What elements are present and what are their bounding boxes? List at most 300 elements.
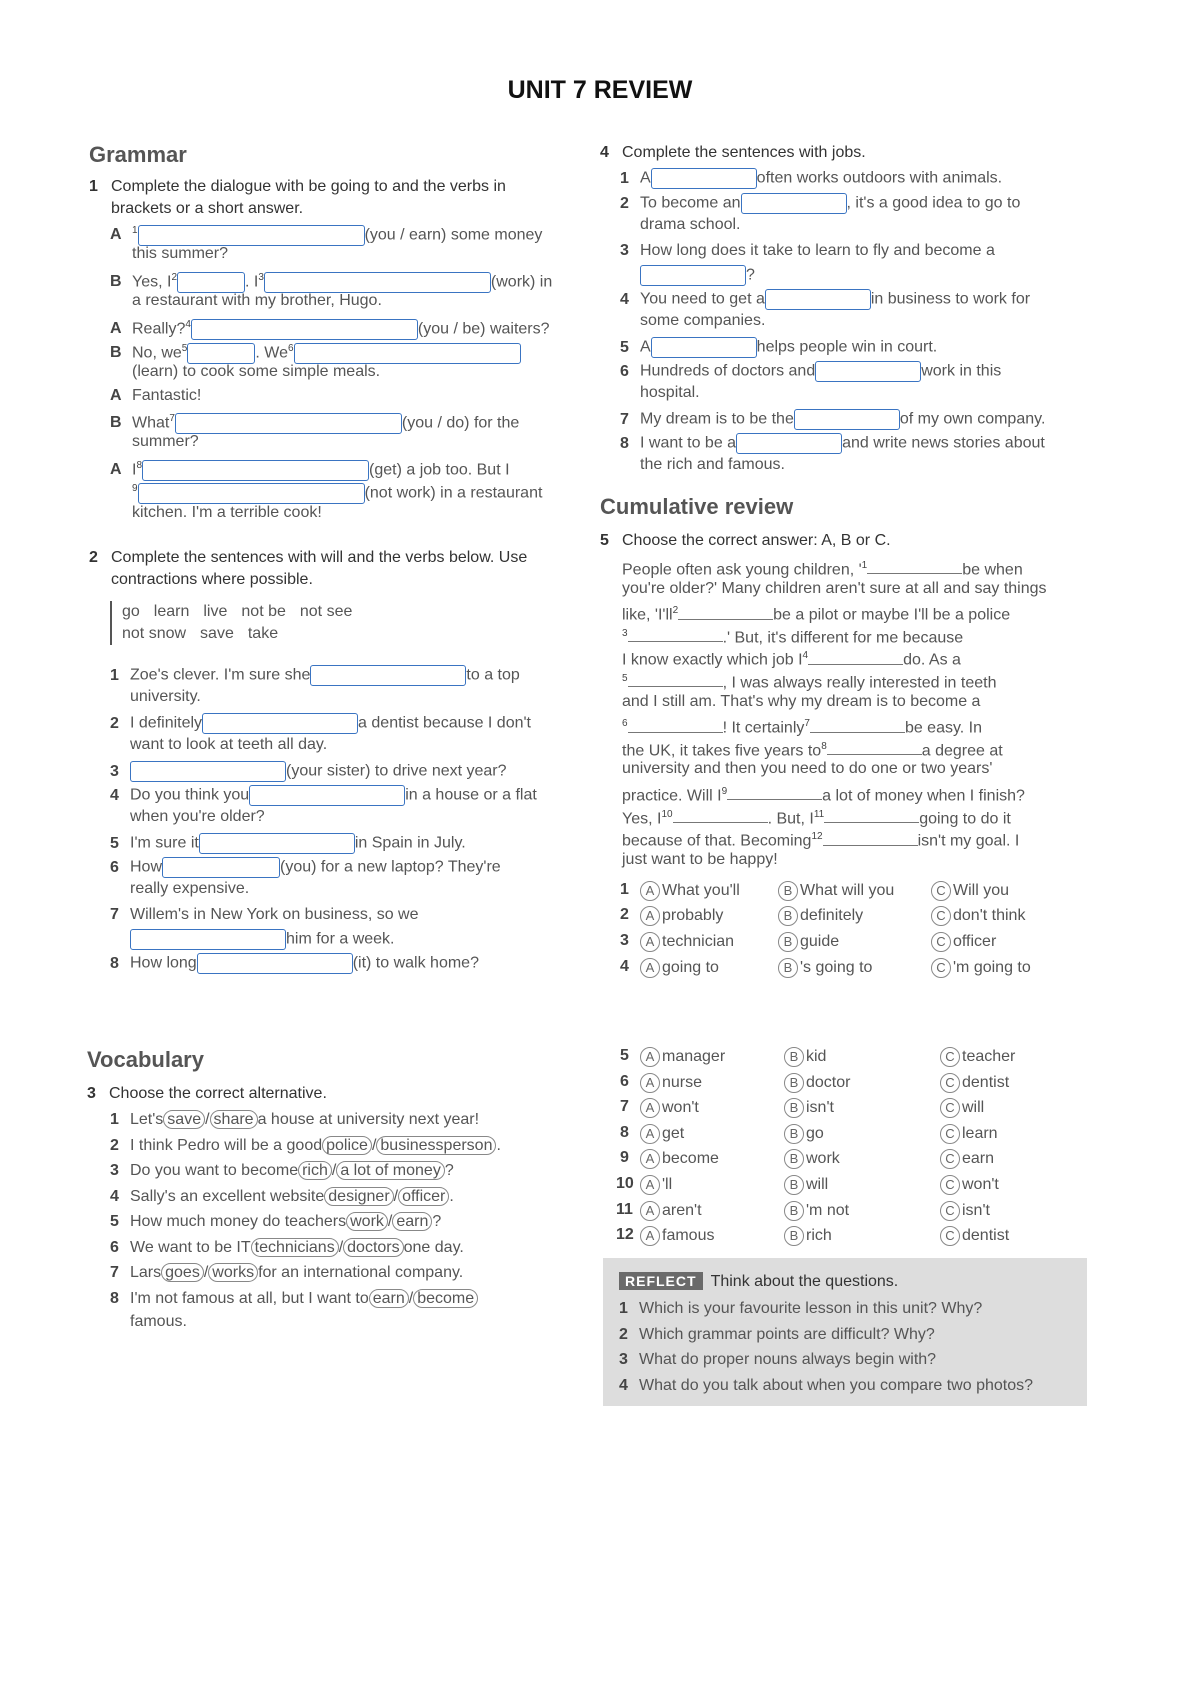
- task4-gap-1[interactable]: [651, 168, 757, 189]
- passage-gap-7[interactable]: [810, 718, 905, 733]
- alternative-b[interactable]: works: [208, 1263, 258, 1282]
- item-text: really expensive.: [130, 880, 250, 897]
- item-text: him for a week.: [286, 930, 395, 948]
- speaker-label: A: [110, 226, 122, 244]
- option-letter: B: [778, 906, 798, 926]
- answer-option-c[interactable]: [940, 1098, 984, 1118]
- item-number: 1: [620, 169, 629, 187]
- passage-gap-3[interactable]: [628, 627, 723, 642]
- passage-gap-5[interactable]: [628, 672, 723, 687]
- answer-option-c[interactable]: [940, 1124, 998, 1144]
- item-number: 7: [110, 906, 119, 923]
- word-bank-item: not snow: [122, 625, 187, 642]
- dialogue-line: [110, 479, 542, 504]
- item-text: You need to get a: [640, 290, 765, 308]
- answer-option-a[interactable]: [640, 1175, 672, 1195]
- dialogue-gap-9[interactable]: [138, 483, 365, 504]
- item-text: Lars: [130, 1264, 162, 1281]
- task2-item-cont: [130, 807, 265, 827]
- answer-number: 11: [616, 1201, 633, 1218]
- task4-gap-2[interactable]: [741, 193, 847, 214]
- task2-item: [110, 833, 466, 854]
- option-text: won't: [962, 1176, 999, 1193]
- task4-item: [620, 193, 1020, 214]
- separator: /: [393, 1188, 399, 1205]
- alternative-a[interactable]: police: [322, 1136, 372, 1155]
- task3-item: [110, 1187, 454, 1207]
- task4-gap-5[interactable]: [651, 337, 757, 358]
- task2-item-cont: [130, 687, 201, 707]
- option-letter: B: [784, 1175, 804, 1195]
- task3-item: [110, 1161, 454, 1181]
- task4-instruction: [600, 142, 1080, 164]
- passage-text: you're older?' Many children aren't sure at all and say things: [622, 579, 1047, 597]
- reflect-item: [619, 1376, 1033, 1396]
- answer-option-c[interactable]: [940, 1226, 1009, 1246]
- dialogue-line: [110, 409, 519, 434]
- passage-text: just want to be happy!: [622, 850, 778, 868]
- item-text: to a top: [466, 666, 520, 684]
- option-text: famous: [662, 1227, 715, 1244]
- gap-number: 6: [287, 343, 294, 354]
- answer-option-a[interactable]: [640, 906, 723, 926]
- task3-item: [110, 1110, 479, 1130]
- task3-instruction: [87, 1083, 567, 1105]
- alternative-b[interactable]: earn: [392, 1212, 432, 1231]
- task2-gap-8[interactable]: [197, 953, 353, 974]
- option-letter: C: [931, 958, 951, 978]
- option-text: aren't: [662, 1202, 702, 1219]
- passage-gap-11[interactable]: [824, 808, 919, 823]
- item-number: 3: [620, 242, 629, 259]
- answer-number: 6: [620, 1073, 629, 1090]
- option-letter: A: [640, 958, 660, 978]
- dialogue-line: [110, 291, 382, 311]
- passage-line: [622, 624, 963, 648]
- dialogue-gap-1[interactable]: [138, 225, 365, 246]
- option-letter: B: [784, 1047, 804, 1067]
- item-text: I'm sure it: [130, 834, 199, 852]
- dialogue-gap-5[interactable]: [187, 343, 255, 364]
- item-number: 7: [620, 410, 629, 428]
- task2-gap-5[interactable]: [199, 833, 355, 854]
- passage-gap-4[interactable]: [808, 650, 903, 665]
- passage-gap-8[interactable]: [827, 740, 922, 755]
- item-text: a dentist because I don't: [358, 714, 531, 732]
- answer-option-a[interactable]: [640, 958, 719, 978]
- answer-option-b[interactable]: [784, 1073, 850, 1093]
- option-text: technician: [662, 933, 735, 950]
- alternative-a[interactable]: rich: [298, 1161, 332, 1180]
- answer-option-b[interactable]: [778, 958, 872, 978]
- task3-item: [110, 1289, 478, 1309]
- option-letter: C: [940, 1149, 960, 1169]
- alternative-b[interactable]: officer: [398, 1187, 449, 1206]
- dialogue-text: What: [132, 414, 170, 432]
- answer-option-c[interactable]: [931, 881, 1009, 901]
- speaker-label: A: [110, 387, 122, 404]
- answer-option-c[interactable]: [931, 906, 1025, 926]
- item-number: 1: [110, 1111, 119, 1128]
- reflect-number: 2: [619, 1325, 628, 1343]
- answer-number: 7: [620, 1098, 629, 1115]
- item-text: a house at university next year!: [257, 1111, 480, 1128]
- dialogue-gap-7[interactable]: [175, 413, 402, 434]
- task5-number: 5: [600, 532, 609, 549]
- task2-gap-4[interactable]: [249, 785, 405, 806]
- passage-line: [622, 601, 1010, 625]
- option-letter: A: [640, 1201, 660, 1221]
- reflect-number: 3: [619, 1351, 628, 1368]
- item-text: the rich and famous.: [640, 456, 785, 473]
- task2-text: Complete the sentences with will and the verbs below. Use contractions where possible.: [111, 549, 528, 588]
- answer-number: 4: [620, 958, 629, 975]
- item-text: ?: [444, 1162, 454, 1179]
- item-text: We want to be IT: [130, 1239, 251, 1256]
- word-bank-item: go: [122, 603, 140, 620]
- reflect-question: What do proper nouns always begin with?: [639, 1351, 937, 1368]
- vocabulary-heading: Vocabulary: [87, 1047, 204, 1072]
- option-letter: A: [640, 906, 660, 926]
- option-text: 's going to: [800, 959, 873, 976]
- passage-text: , I was always really interested in teeth: [722, 674, 997, 692]
- answer-option-c[interactable]: [940, 1149, 994, 1169]
- option-text: learn: [962, 1125, 998, 1142]
- option-text: teacher: [962, 1048, 1016, 1065]
- gap-number: 4: [802, 650, 809, 662]
- answer-option-a[interactable]: [640, 1149, 719, 1169]
- passage-line: [622, 805, 1011, 829]
- dialogue-gap-8[interactable]: [142, 460, 369, 481]
- task1-number: 1: [89, 178, 98, 195]
- alternative-a[interactable]: save: [163, 1110, 205, 1129]
- answer-option-b[interactable]: [784, 1201, 849, 1221]
- passage-text: .' But, it's different for me because: [722, 629, 964, 647]
- option-letter: C: [940, 1047, 960, 1067]
- option-letter: C: [931, 906, 951, 926]
- task4-gap-3[interactable]: [640, 265, 746, 286]
- separator: /: [203, 1264, 209, 1281]
- option-text: don't think: [953, 907, 1026, 924]
- task4-gap-7[interactable]: [794, 409, 900, 430]
- passage-text: like, 'I'll: [622, 606, 673, 624]
- passage-text: a lot of money when I finish?: [822, 787, 1025, 805]
- item-text: helps people win in court.: [756, 338, 938, 356]
- task2-gap-3[interactable]: [130, 761, 286, 782]
- answer-option-b[interactable]: [784, 1124, 824, 1144]
- dialogue-gap-3[interactable]: [264, 272, 491, 293]
- speaker-label: B: [110, 273, 122, 291]
- reflect-question: Which grammar points are difficult? Why?: [639, 1325, 935, 1343]
- task2-item: [110, 905, 419, 925]
- passage-text: because of that. Becoming: [622, 832, 812, 850]
- gap-number: 9: [721, 786, 728, 797]
- gap-number: 8: [821, 740, 827, 752]
- option-text: dentist: [962, 1074, 1010, 1091]
- passage-gap-12[interactable]: [823, 831, 918, 846]
- option-text: get: [662, 1125, 685, 1142]
- option-letter: C: [940, 1226, 960, 1246]
- passage-text: be a pilot or maybe I'll be a police: [773, 606, 1011, 624]
- separator: /: [387, 1213, 393, 1230]
- alternative-b[interactable]: a lot of money: [336, 1161, 445, 1180]
- passage-gap-10[interactable]: [673, 808, 768, 823]
- option-letter: C: [931, 881, 951, 901]
- item-text: (you) for a new laptop? They're: [280, 858, 501, 876]
- item-number: 5: [620, 338, 629, 356]
- dialogue-text: No, we: [132, 344, 182, 362]
- item-text: (your sister) to drive next year?: [286, 762, 507, 780]
- answer-option-c[interactable]: [940, 1073, 1009, 1093]
- reflect-header: [619, 1272, 898, 1291]
- answer-option-c[interactable]: [931, 958, 1031, 978]
- task5-text: Choose the correct answer: A, B or C.: [622, 532, 891, 549]
- item-number: 4: [110, 786, 119, 804]
- item-text: I definitely: [130, 714, 203, 732]
- dialogue-line: [110, 315, 550, 340]
- option-letter: A: [640, 1124, 660, 1144]
- item-text: Sally's an excellent website: [130, 1188, 325, 1205]
- alternative-a[interactable]: goes: [161, 1263, 204, 1282]
- item-text: in business to work for: [870, 290, 1031, 308]
- alternative-b[interactable]: become: [413, 1289, 478, 1308]
- dialogue-text: summer?: [132, 433, 199, 450]
- task4-item-cont: [640, 383, 700, 403]
- option-text: kid: [806, 1048, 827, 1065]
- option-letter: B: [784, 1098, 804, 1118]
- dialogue-gap-6[interactable]: [294, 343, 521, 364]
- task4-item-cont: [640, 215, 741, 235]
- task2-gap-1[interactable]: [310, 665, 466, 686]
- speaker-label: A: [110, 320, 122, 338]
- answer-option-a[interactable]: [640, 1124, 684, 1144]
- reflect-number: 1: [619, 1300, 628, 1317]
- answer-option-c[interactable]: [940, 1175, 999, 1195]
- answer-option-a[interactable]: [640, 1098, 699, 1118]
- option-text: officer: [953, 933, 997, 950]
- answer-option-a[interactable]: [640, 1047, 725, 1067]
- dialogue-gap-2[interactable]: [177, 272, 245, 293]
- item-text: Zoe's clever. I'm sure she: [130, 666, 311, 684]
- item-text: work in this: [921, 362, 1002, 380]
- reflect-number: 4: [619, 1376, 628, 1394]
- task3-item: [110, 1212, 441, 1232]
- option-text: manager: [662, 1048, 726, 1065]
- passage-line: [622, 759, 992, 779]
- dialogue-text: (learn) to cook some simple meals.: [132, 363, 381, 380]
- gap-number: 11: [813, 808, 825, 820]
- page-title: UNIT 7 REVIEW: [507, 76, 693, 104]
- task1-instruction: [89, 176, 569, 220]
- item-text: often works outdoors with animals.: [756, 169, 1003, 187]
- task2-item: [110, 761, 507, 782]
- answer-option-b[interactable]: [778, 881, 894, 901]
- answer-number: 9: [620, 1149, 629, 1166]
- option-text: isn't: [806, 1099, 834, 1116]
- task4-item-cont: [640, 455, 785, 475]
- dialogue-gap-4[interactable]: [191, 319, 418, 340]
- alternative-a[interactable]: technicians: [251, 1238, 339, 1257]
- item-text: Willem's in New York on business, so we: [130, 906, 419, 923]
- answer-option-c[interactable]: [940, 1047, 1015, 1067]
- task3-number: 3: [87, 1085, 96, 1102]
- passage-gap-1[interactable]: [867, 559, 962, 574]
- task4-gap-8[interactable]: [736, 433, 842, 454]
- answer-number: 10: [616, 1175, 634, 1192]
- passage-line: [622, 579, 1047, 599]
- item-text: of my own company.: [899, 410, 1046, 428]
- option-letter: B: [784, 1226, 804, 1246]
- option-text: will: [806, 1176, 829, 1193]
- item-text: Do you want to become: [130, 1162, 299, 1179]
- option-text: going to: [662, 959, 719, 976]
- passage-text: be when: [962, 561, 1023, 579]
- gap-number: 2: [672, 605, 679, 617]
- option-letter: B: [784, 1149, 804, 1169]
- alternative-b[interactable]: doctors: [343, 1238, 403, 1257]
- passage-line: [622, 737, 1003, 761]
- passage-text: Yes, I: [622, 809, 662, 827]
- answer-option-b[interactable]: [784, 1226, 832, 1246]
- item-text: How much money do teachers: [130, 1213, 347, 1230]
- option-text: 'm not: [806, 1202, 850, 1219]
- option-letter: B: [784, 1201, 804, 1221]
- answer-option-c[interactable]: [931, 932, 996, 952]
- item-number: 2: [620, 194, 629, 212]
- cumulative-heading: Cumulative review: [600, 494, 794, 519]
- passage-gap-6[interactable]: [628, 718, 723, 733]
- option-letter: B: [778, 958, 798, 978]
- dialogue-text: this summer?: [132, 245, 229, 262]
- gap-number: 3: [258, 272, 264, 283]
- separator: /: [338, 1239, 344, 1256]
- option-text: isn't: [962, 1202, 990, 1219]
- passage-gap-9[interactable]: [727, 785, 822, 800]
- answer-option-a[interactable]: [640, 1073, 702, 1093]
- option-text: definitely: [800, 907, 864, 924]
- alternative-b[interactable]: businessperson: [376, 1136, 496, 1155]
- word-bank-item: not be: [241, 603, 286, 620]
- answer-option-a[interactable]: [640, 932, 734, 952]
- task2-item: [110, 713, 531, 734]
- task2-gap-2[interactable]: [202, 713, 358, 734]
- task2-gap-6[interactable]: [162, 857, 280, 878]
- dialogue-text: a restaurant with my brother, Hugo.: [132, 292, 382, 309]
- option-letter: C: [940, 1073, 960, 1093]
- answer-option-a[interactable]: [640, 1201, 702, 1221]
- reflect-item: [619, 1299, 982, 1319]
- task2-item: [110, 857, 501, 878]
- task4-gap-4[interactable]: [765, 289, 871, 310]
- gap-number: 9: [132, 483, 138, 494]
- gap-number: 6: [622, 718, 628, 730]
- task2-number: 2: [89, 549, 98, 566]
- task2-gap-7[interactable]: [130, 929, 286, 950]
- task4-gap-6[interactable]: [815, 361, 921, 382]
- task3-item: [110, 1136, 501, 1156]
- item-number: 8: [110, 954, 119, 972]
- reflect-badge: REFLECT: [619, 1272, 703, 1290]
- answer-number: 3: [620, 932, 629, 949]
- item-text: How: [130, 858, 163, 876]
- dialogue-line: [110, 362, 380, 382]
- answer-option-b[interactable]: [778, 906, 863, 926]
- dialogue-text: Yes, I: [132, 273, 172, 291]
- item-text: and write news stories about: [842, 434, 1045, 452]
- item-text: Let's: [130, 1111, 164, 1128]
- dialogue-text: Fantastic!: [132, 387, 202, 404]
- gap-number: 7: [169, 413, 175, 424]
- dialogue-text: . I: [245, 273, 259, 291]
- task4-item-cont: [640, 265, 755, 286]
- answer-option-c[interactable]: [940, 1201, 990, 1221]
- reflect-instruction: Think about the questions.: [710, 1273, 899, 1290]
- item-text: ?: [746, 266, 755, 284]
- dialogue-text: (you / be) waiters?: [417, 320, 550, 338]
- item-text: ?: [432, 1213, 442, 1230]
- alternative-a[interactable]: work: [346, 1212, 388, 1231]
- item-number: 4: [110, 1188, 119, 1205]
- item-text: .: [449, 1188, 454, 1205]
- gap-number: 1: [861, 560, 868, 571]
- item-number: 6: [110, 1239, 119, 1256]
- gap-number: 1: [132, 225, 138, 236]
- task2-item: [110, 665, 520, 686]
- task2-item: [110, 953, 479, 974]
- passage-line: [622, 646, 961, 670]
- passage-text: . But, I: [767, 809, 814, 827]
- passage-text: a degree at: [921, 742, 1003, 760]
- task4-text: Complete the sentences with jobs.: [622, 144, 866, 161]
- passage-gap-2[interactable]: [678, 605, 773, 620]
- alternative-b[interactable]: share: [210, 1110, 258, 1129]
- task2-item-cont: [130, 879, 249, 899]
- word-bank-item: learn: [153, 603, 190, 620]
- task4-item: [620, 289, 1030, 310]
- item-number: 7: [110, 1264, 119, 1281]
- item-text: in a house or a flat: [405, 786, 537, 804]
- task4-item: [620, 168, 1002, 189]
- answer-option-a[interactable]: [640, 881, 740, 901]
- item-text: university.: [130, 688, 201, 705]
- option-text: go: [806, 1125, 824, 1142]
- answer-number: 5: [620, 1047, 629, 1064]
- reflect-item: [619, 1350, 936, 1370]
- option-letter: C: [940, 1098, 960, 1118]
- answer-option-b[interactable]: [778, 932, 839, 952]
- option-text: 'm going to: [953, 959, 1031, 976]
- item-text: Hundreds of doctors and: [640, 362, 816, 380]
- passage-line: [622, 714, 982, 738]
- alternative-a[interactable]: designer: [324, 1187, 393, 1206]
- answer-number: 12: [616, 1226, 634, 1243]
- answer-option-b[interactable]: [784, 1149, 840, 1169]
- option-letter: A: [640, 1073, 660, 1093]
- task4-item-cont: [640, 311, 765, 331]
- item-text: To become an: [640, 194, 741, 212]
- answer-option-b[interactable]: [784, 1175, 828, 1195]
- item-number: 2: [110, 714, 119, 732]
- answer-option-a[interactable]: [640, 1226, 714, 1246]
- option-text: probably: [662, 907, 724, 924]
- answer-option-b[interactable]: [784, 1047, 826, 1067]
- item-text: .: [496, 1137, 501, 1154]
- task3-item: [110, 1238, 464, 1258]
- answer-option-b[interactable]: [784, 1098, 834, 1118]
- passage-text: I know exactly which job I: [622, 651, 803, 669]
- item-text: A: [640, 338, 651, 356]
- alternative-a[interactable]: earn: [369, 1289, 409, 1308]
